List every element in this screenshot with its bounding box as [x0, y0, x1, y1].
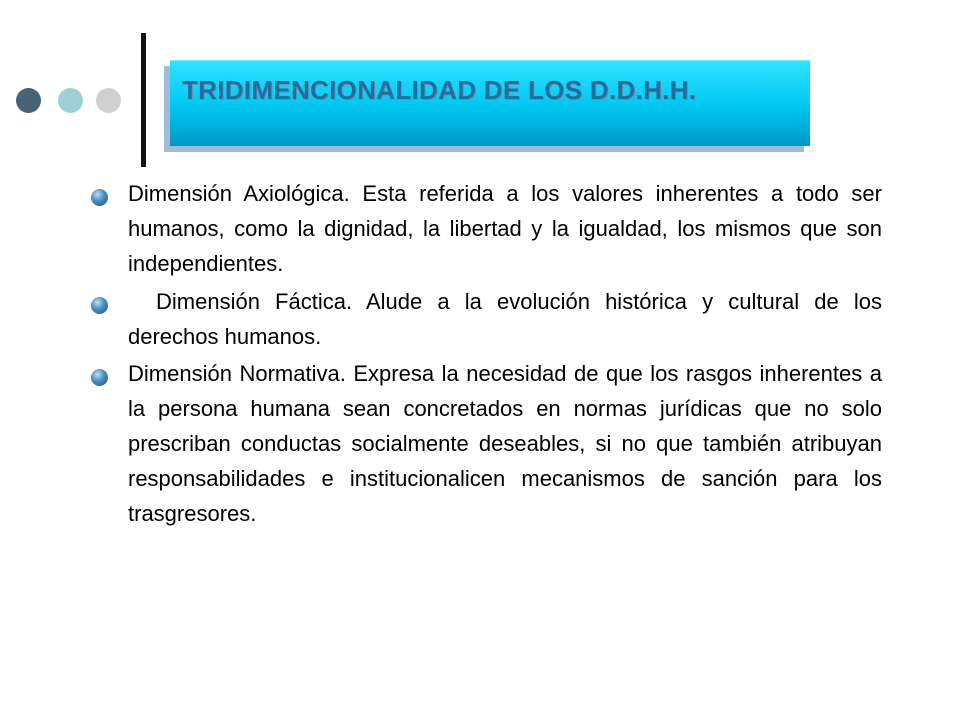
bullet-icon [91, 369, 108, 386]
bullet-icon [91, 189, 108, 206]
slide-title: TRIDIMENCIONALIDAD DE LOS D.D.H.H. [182, 75, 697, 105]
bullet-list [128, 176, 882, 531]
bullet-text: Dimensión Axiológica. Esta referida a los valores inherentes a todo ser humanos, como la dignidad, la libertad y la igualdad, los mismos que son independientes. [128, 181, 882, 276]
bullet-icon [91, 297, 108, 314]
decorative-dot-dark [16, 88, 41, 113]
bullet-text: Dimensión Fáctica. Alude a la evolución histórica y cultural de los derechos humanos. [128, 289, 882, 349]
bullet-item-normativa [128, 356, 882, 531]
bullet-item-factica [128, 284, 882, 354]
title-bar [170, 60, 810, 146]
decorative-dot-gray [96, 88, 121, 113]
bullet-text: Dimensión Normativa. Expresa la necesidad de que los rasgos inherentes a la persona humana sean concretados en normas jurídicas que no solo prescriban conductas socialmente deseables, si no que también atribuyan responsabilidades e institucionalicen mecanismos de sanción para los trasgresores. [128, 361, 882, 526]
decorative-dot-teal [58, 88, 83, 113]
bullet-item-axiologica [128, 176, 882, 281]
title-divider-line [141, 33, 146, 167]
